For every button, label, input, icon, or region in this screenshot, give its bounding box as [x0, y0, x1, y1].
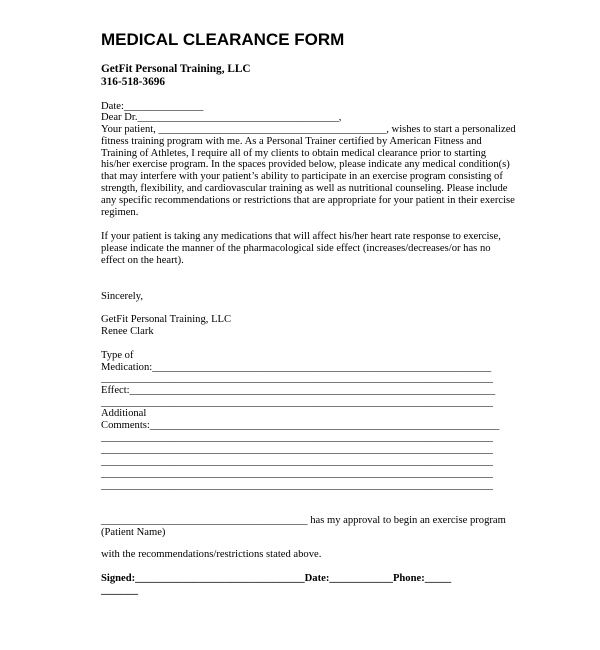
closing: Sincerely, [101, 291, 143, 302]
effect-field-line[interactable]: Effect:_____________________________________________________________________ [101, 385, 496, 396]
effect-fill-line[interactable]: __________________________________________________________________________ [101, 397, 493, 408]
signature-company: GetFit Personal Training, LLC [101, 314, 232, 325]
paragraph-line: please indicate the manner of the pharmacological side effect (increases/decreases/or has no [101, 243, 491, 254]
date-field[interactable]: ____________ [329, 573, 393, 584]
paragraph-line: regimen. [101, 207, 139, 218]
phone-label: Phone: [392, 573, 425, 584]
paragraph-line: that may interfere with your patient’s ability to participate in an exercise program consisting of [101, 171, 503, 182]
comment-fill-line[interactable]: __________________________________________________________________________ [101, 456, 493, 467]
doctor-field-line: Dear Dr.______________________________________, [101, 112, 342, 123]
medication-field-line[interactable]: Medication:________________________________________________________________ [101, 362, 492, 373]
company-name: GetFit Personal Training, LLC [101, 63, 251, 75]
date-field-line: Date:_______________ [101, 101, 204, 112]
comments-field-line[interactable]: Comments:__________________________________________________________________ [101, 420, 500, 431]
comment-fill-line[interactable]: __________________________________________________________________________ [101, 468, 493, 479]
date-label: Date: [304, 573, 330, 584]
signature-name: Renee Clark [101, 326, 154, 337]
signed-field[interactable]: ________________________________ [135, 573, 305, 584]
phone-field[interactable]: _____ [424, 573, 452, 584]
paragraph-line: Training of Athletes, I require all of my clients to obtain medical clearance prior to starting [101, 148, 486, 159]
company-phone: 316-518-3696 [101, 76, 166, 88]
paragraph-line: fitness training program with me. As a Personal Trainer certified by American Fitness and [101, 136, 482, 147]
paragraph-line: any specific recommendations or restrictions that are appropriate for your patient in their exercise [101, 195, 515, 206]
recommendations-line: with the recommendations/restrictions stated above. [101, 549, 322, 560]
phone-field-continued[interactable]: _______ [101, 585, 139, 596]
comments-label: Additional [101, 408, 147, 419]
form-title: MEDICAL CLEARANCE FORM [101, 30, 345, 49]
signature-row [101, 573, 451, 585]
paragraph-line: effect on the heart). [101, 255, 184, 266]
paragraph-line: his/her exercise program. In the spaces provided below, please indicate any medical condition(s) [101, 159, 510, 170]
medication-fill-line[interactable]: __________________________________________________________________________ [101, 373, 493, 384]
patient-name-label: (Patient Name) [101, 527, 166, 538]
paragraph-line: Your patient, ___________________________________________, wishes to start a personalized [101, 124, 516, 135]
approval-line[interactable]: _______________________________________ has my approval to begin an exercise program [101, 515, 506, 526]
comment-fill-line[interactable]: __________________________________________________________________________ [101, 432, 493, 443]
comment-fill-line[interactable]: __________________________________________________________________________ [101, 444, 493, 455]
paragraph-line: If your patient is taking any medications that will affect his/her heart rate response to exercise, [101, 231, 501, 242]
medication-label: Type of [101, 350, 134, 361]
paragraph-line: strength, flexibility, and cardiovascular training as well as nutritional counseling. Please include [101, 183, 508, 194]
signed-label: Signed: [101, 573, 136, 584]
comment-fill-line[interactable]: __________________________________________________________________________ [101, 480, 493, 491]
